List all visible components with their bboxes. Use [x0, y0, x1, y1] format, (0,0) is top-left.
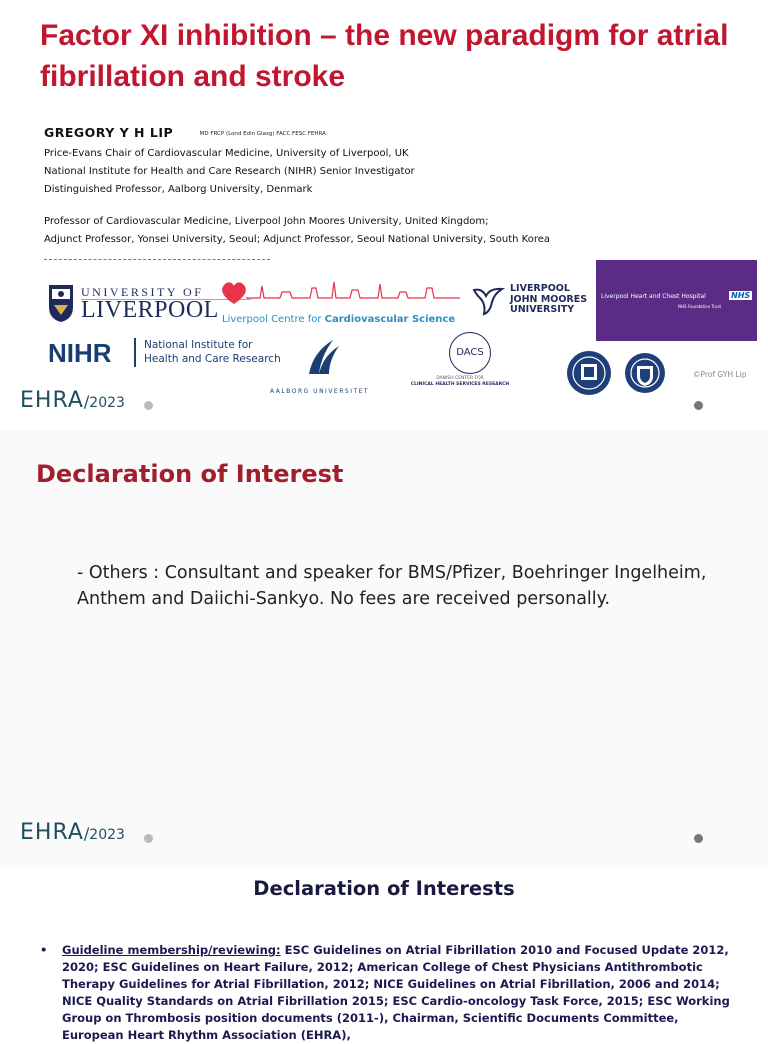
dacs-mark: DACS — [449, 332, 491, 374]
author-credentials: MD FRCP (Lond Edin Glasg) FACC FESC FEHRA — [199, 131, 326, 137]
nihr-logo — [48, 338, 298, 370]
author-row — [44, 124, 326, 142]
ehra-year: 2023 — [89, 827, 125, 843]
footer-dot — [144, 401, 153, 410]
nhs-badge: NHS — [731, 291, 751, 300]
bullet-item — [40, 942, 730, 1044]
bullet-marker: • — [40, 943, 48, 957]
declaration-slide — [0, 430, 768, 867]
ljmu-line: JOHN MOORES — [510, 293, 588, 305]
snu-emblem-icon — [566, 350, 612, 396]
dacs-logo — [410, 332, 510, 392]
aalborg-text: AALBORG UNIVERSITET — [270, 388, 370, 395]
declarations-slide — [0, 867, 768, 1042]
footer-dot — [144, 834, 153, 843]
ljmu-line: LIVERPOOL — [510, 283, 570, 294]
bullet-text: ESC Guidelines on Atrial Fibrillation 2010 and Focused Update 2012, 2020; ESC Guidelines on Heart Failure, 2012; American College of Chest Physicians Antithrombotic Therapy Guidelines for Atrial Fibrillation, 2012; NICE Guidelines on Atrial Fibrillation, 2006 and 2014; NICE Quality Standards on Atrial Fibrillation 2015; ESC Cardio-oncology Task Force, 2015; ESC Working Group on Thrombosis position documents (2011-), Chairman, Scientific Documents Committee, European Heart Rhythm Association (EHRA), — [62, 943, 730, 1042]
aalborg-wave-icon — [303, 338, 343, 376]
lhch-text: Liverpool Heart and Chest Hospital — [601, 293, 706, 300]
nihr-wordmark: NIHR — [48, 338, 112, 368]
slide-title: Declaration of Interests — [253, 877, 515, 900]
yonsei-emblem — [624, 352, 666, 394]
dacs-line: CLINICAL HEALTH SERVICES RESEARCH — [410, 382, 510, 387]
footer-dot — [694, 834, 703, 843]
ljmu-line: UNIVERSITY — [510, 304, 575, 315]
uol-bottom-text: LIVERPOOL — [81, 297, 219, 323]
university-of-liverpool-logo — [48, 283, 219, 325]
affiliation-line: Professor of Cardiovascular Medicine, Liverpool John Moores University, United Kingdom; — [44, 216, 489, 227]
crest-icon — [48, 283, 74, 323]
aalborg-logo — [268, 338, 383, 398]
dacs-line: DANISH CENTER FOR — [436, 376, 484, 381]
slide-title: Factor XI inhibition – the new paradigm for atrial fibrillation and stroke — [40, 19, 729, 93]
lccs-text-a: Liverpool Centre for — [222, 314, 325, 325]
ehra-2023-logo: EHRA/2023 — [20, 388, 125, 413]
lccs-text-b: Cardiovascular Science — [324, 314, 456, 325]
affiliation-line: Price-Evans Chair of Cardiovascular Medicine, University of Liverpool, UK — [44, 148, 409, 159]
yonsei-emblem-icon — [624, 352, 666, 394]
footer-dot — [694, 401, 703, 410]
bullet-lead: Guideline membership/reviewing: — [62, 943, 281, 957]
nhs-subtext: NHS Foundation Trust — [678, 304, 722, 309]
divider — [44, 259, 270, 260]
ljmu-logo — [472, 284, 592, 320]
author-name: GREGORY Y H LIP — [44, 125, 174, 140]
nihr-line: National Institute for — [144, 339, 253, 351]
ehra-wordmark: EHRA — [20, 820, 84, 845]
liver-bird-icon — [472, 286, 506, 316]
affiliation-line: National Institute for Health and Care Research (NIHR) Senior Investigator — [44, 166, 415, 177]
slide-body: - Others : Consultant and speaker for BMS/Pfizer, Boehringer Ingelheim, Anthem and Daiichi-Sankyo. No fees are received personally. — [77, 563, 707, 609]
ehra-wordmark: EHRA — [20, 388, 84, 413]
lccs-logo — [220, 278, 470, 328]
nihr-line: Health and Care Research — [144, 353, 281, 365]
title-slide — [0, 0, 768, 430]
ehra-2023-logo: EHRA/2023 — [20, 820, 125, 845]
affiliation-line: Distinguished Professor, Aalborg University, Denmark — [44, 184, 313, 195]
ehra-year: 2023 — [89, 395, 125, 411]
copyright-text: ©Prof GYH Lip — [693, 370, 747, 379]
skyline-heart-icon — [220, 278, 465, 308]
slide-title: Declaration of Interest — [36, 460, 344, 488]
lhch-logo — [596, 260, 757, 341]
snu-emblem — [566, 350, 612, 396]
uol-top-text: UNIVERSITY OF — [81, 285, 204, 299]
affiliation-line: Adjunct Professor, Yonsei University, Seoul; Adjunct Professor, Seoul National University, South Korea — [44, 234, 551, 245]
